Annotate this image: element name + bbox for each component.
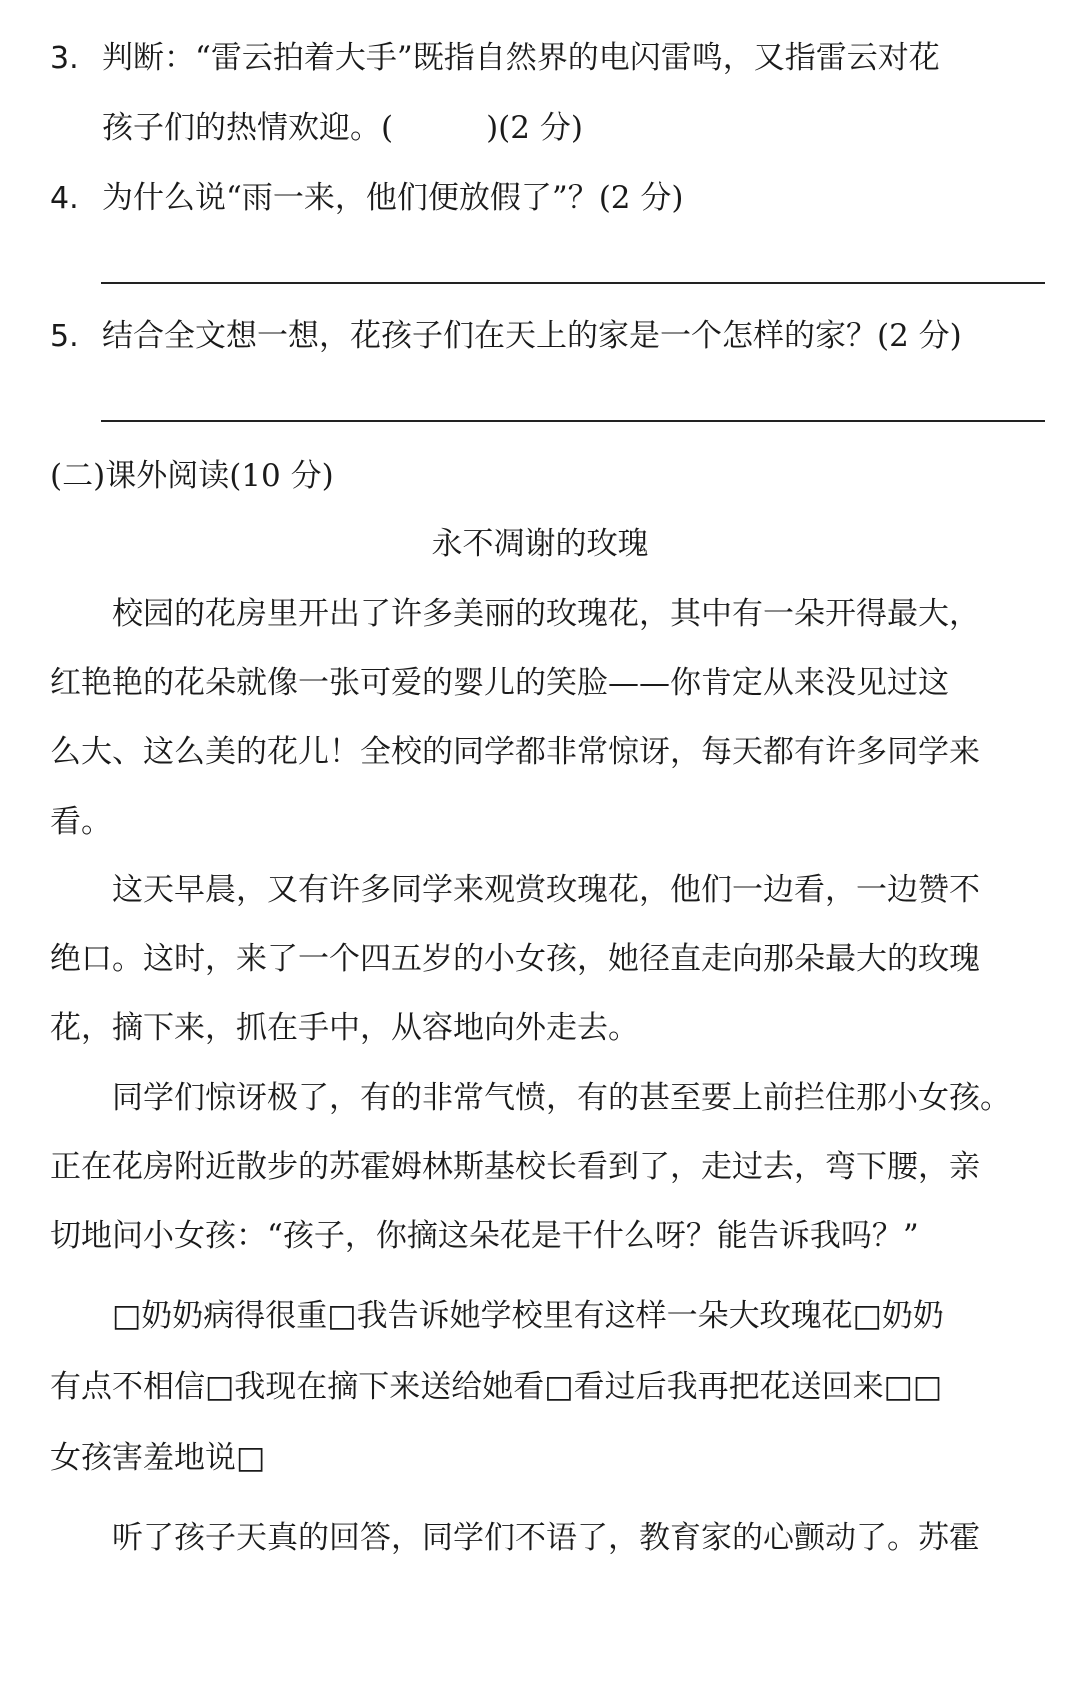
story-title: 永不凋谢的玫瑰 — [431, 526, 649, 562]
passage-line: 看。 — [50, 804, 112, 840]
section-heading: (二)课外阅读(10 分) — [50, 458, 334, 494]
question-number: 5. — [50, 319, 79, 354]
passage-line: 听了孩子天真的回答，同学们不语了，教育家的心颤动了。苏霍 — [112, 1520, 980, 1556]
passage-line: 这天早晨，又有许多同学来观赏玫瑰花，他们一边看，一边赞不 — [112, 872, 980, 908]
passage-line: 正在花房附近散步的苏霍姆林斯基校长看到了，走过去，弯下腰，亲 — [50, 1149, 980, 1185]
question-number: 3. — [50, 41, 79, 76]
question-number: 4. — [50, 181, 79, 216]
passage-line: 校园的花房里开出了许多美丽的玫瑰花，其中有一朵开得最大， — [112, 596, 980, 632]
passage-line: 么大、这么美的花儿！全校的同学都非常惊讶，每天都有许多同学来 — [50, 734, 980, 770]
question-5-line-1 — [50, 314, 962, 358]
passage-line-with-punctuation-boxes: 有点不相信□我现在摘下来送给她看□看过后我再把花送回来□□ — [50, 1369, 943, 1405]
question-3-line-2: 孩子们的热情欢迎。( )(2 分) — [102, 110, 583, 146]
question-text: 判断：“雷云拍着大手”既指自然界的电闪雷鸣，又指雷云对花 — [102, 40, 940, 76]
question-text: 为什么说“雨一来，他们便放假了”？(2 分) — [102, 180, 684, 216]
question-text: 结合全文想一想，花孩子们在天上的家是一个怎样的家？(2 分) — [102, 318, 962, 354]
question-3-line-1 — [50, 36, 940, 80]
answer-line-question-4[interactable] — [101, 282, 1045, 284]
answer-line-question-5[interactable] — [101, 420, 1045, 422]
passage-line: 花，摘下来，抓在手中，从容地向外走去。 — [50, 1010, 639, 1046]
passage-line-with-punctuation-boxes: □奶奶病得很重□我告诉她学校里有这样一朵大玫瑰花□奶奶 — [112, 1298, 944, 1334]
passage-line: 同学们惊讶极了，有的非常气愤，有的甚至要上前拦住那小女孩。 — [112, 1080, 1011, 1116]
question-4-line-1 — [50, 176, 683, 220]
passage-line: 红艳艳的花朵就像一张可爱的婴儿的笑脸——你肯定从来没见过这 — [50, 665, 949, 701]
passage-line-with-punctuation-boxes: 女孩害羞地说□ — [50, 1440, 266, 1476]
passage-line: 切地问小女孩：“孩子，你摘这朵花是干什么呀？能告诉我吗？” — [50, 1218, 919, 1254]
passage-line: 绝口。这时，来了一个四五岁的小女孩，她径直走向那朵最大的玫瑰 — [50, 941, 980, 977]
